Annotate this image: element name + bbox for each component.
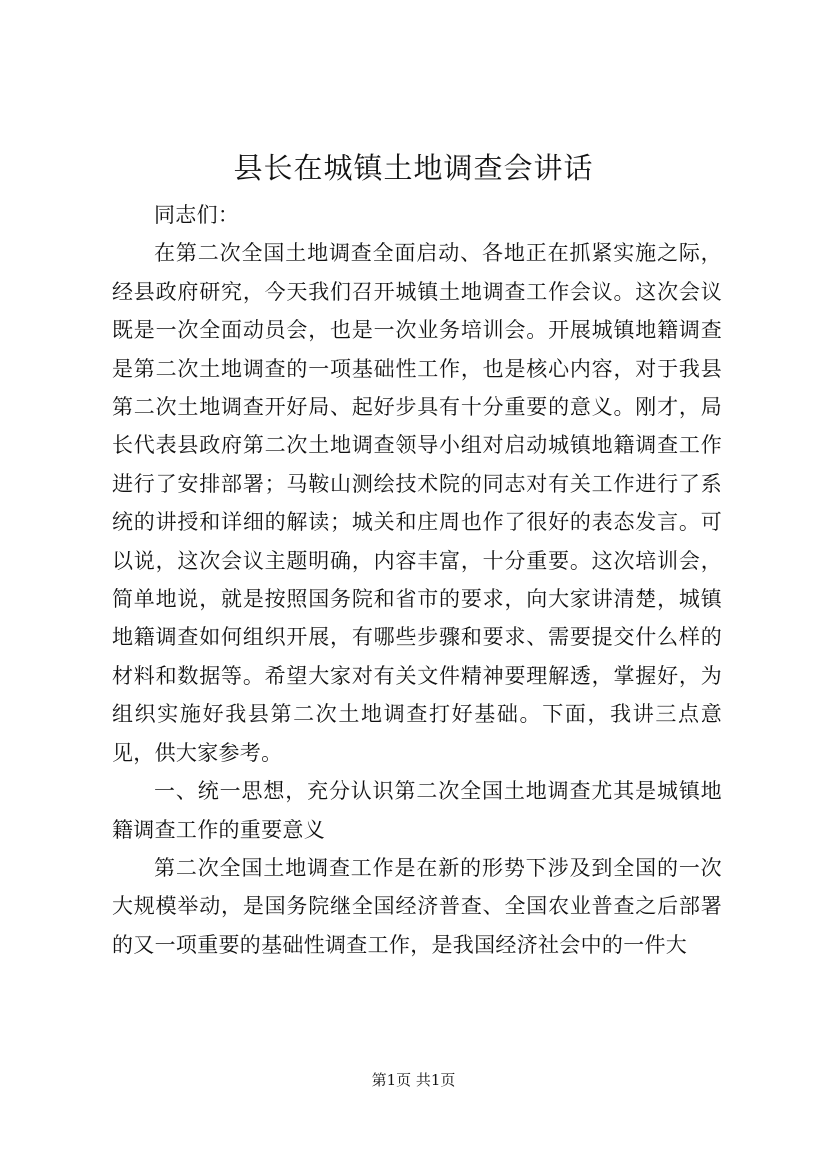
document-body	[112, 196, 722, 964]
body-paragraph: 第二次全国土地调查工作是在新的形势下涉及到全国的一次大规模举动，是国务院继全国经济普查、全国农业普查之后部署的又一项重要的基础性调查工作，是我国经济社会中的一件大	[112, 855, 722, 957]
opening-paragraph: 在第二次全国土地调查全面启动、各地正在抓紧实施之际，经县政府研究，今天我们召开城镇土地调查工作会议。这次会议既是一次全面动员会，也是一次业务培训会。开展城镇地籍调查是第二次土地调查的一项基础性工作，也是核心内容，对于我县第二次土地调查开好局、起好步具有十分重要的意义。刚才，局长代表县政府第二次土地调查领导小组对启动城镇地籍调查工作进行了安排部署；马鞍山测绘技术院的同志对有关工作进行了系统的讲授和详细的解读；城关和庄周也作了很好的表态发言。可以说，这次会议主题明确，内容丰富，十分重要。这次培训会，简单地说，就是按照国务院和省市的要求，向大家讲清楚，城镇地籍调查如何组织开展，有哪些步骤和要求、需要提交什么样的材料和数据等。希望大家对有关文件精神要理解透，掌握好，为组织实施好我县第二次土地调查打好基础。下面，我讲三点意见，供大家参考。	[112, 241, 722, 765]
salutation-paragraph: 同志们：	[154, 203, 240, 227]
document-title: 县长在城镇土地调查会讲话	[233, 151, 594, 185]
page-footer: 第1页 共1页	[371, 1071, 456, 1089]
section-heading-paragraph: 一、统一思想，充分认识第二次全国土地调查尤其是城镇地籍调查工作的重要意义	[112, 779, 722, 842]
